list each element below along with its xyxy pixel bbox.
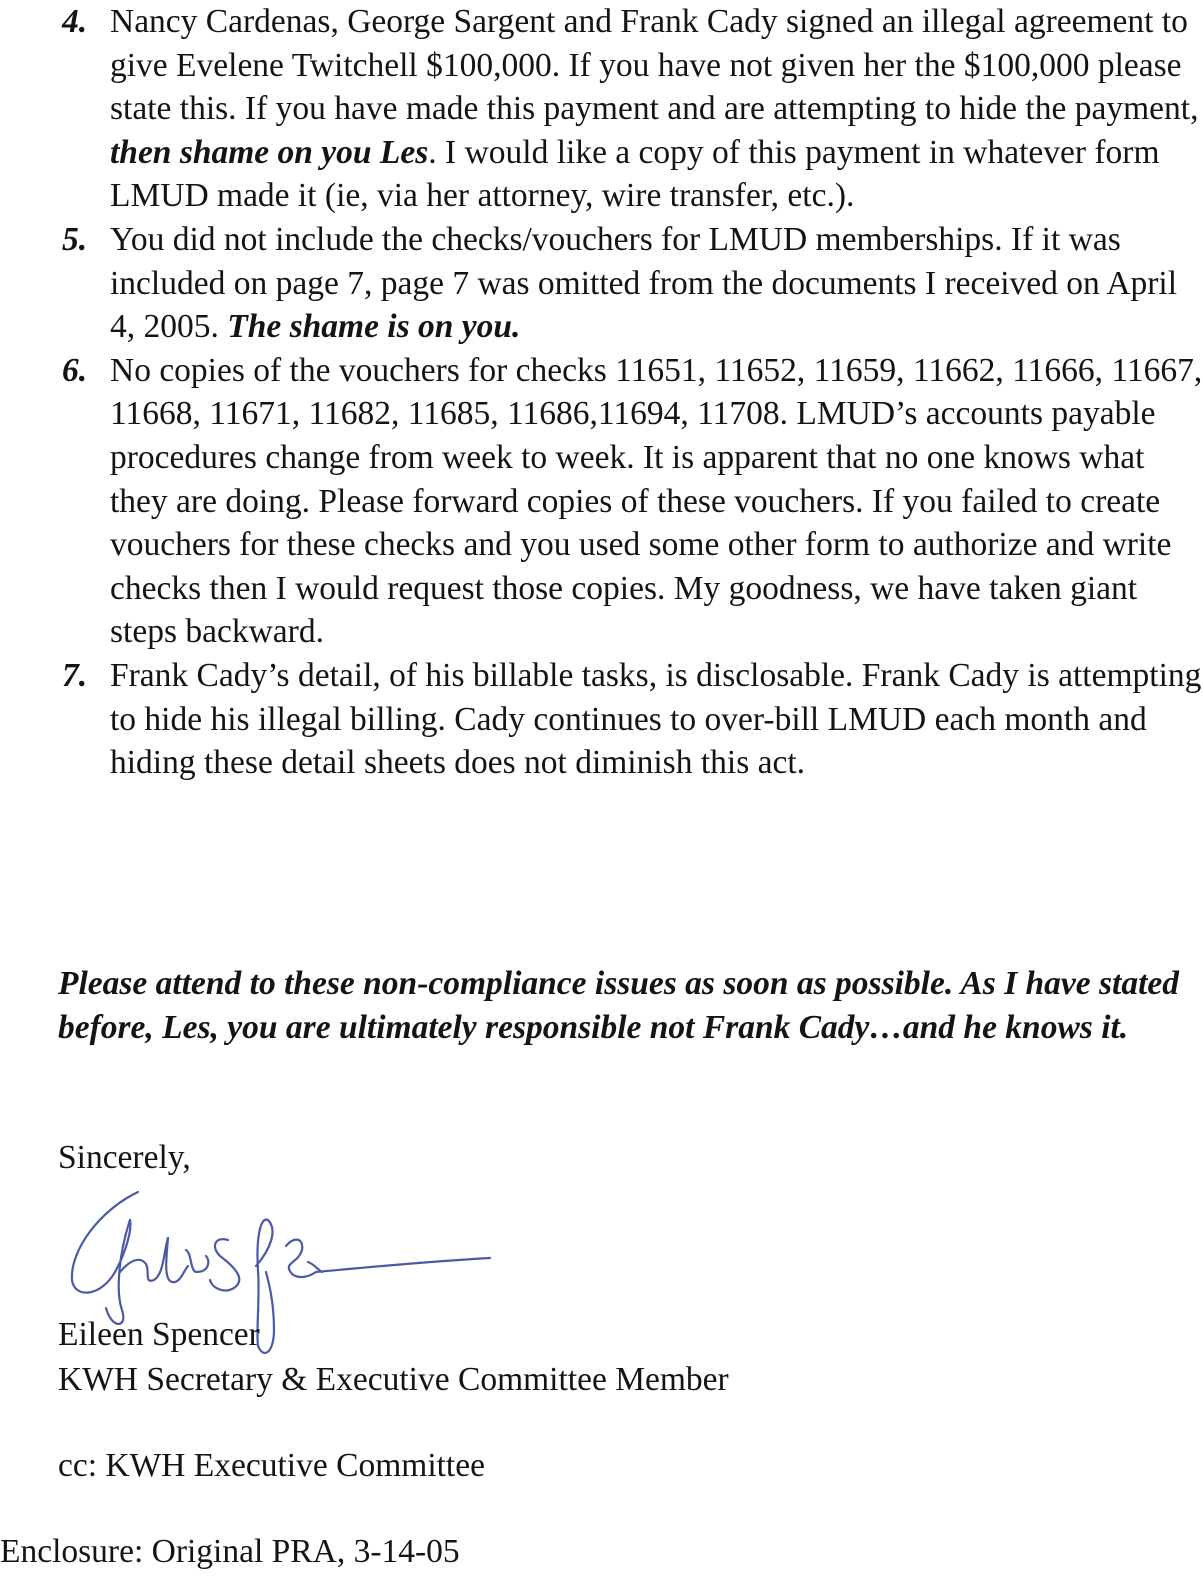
item-number: 7.: [62, 656, 88, 694]
item-number: 5.: [62, 220, 88, 258]
item-number: 6.: [62, 351, 88, 389]
list-item: [58, 218, 1203, 349]
item-emphasis: then shame on you Les: [110, 133, 429, 171]
list-item: [58, 349, 1203, 654]
salutation: Sincerely,: [58, 1139, 191, 1176]
item-emphasis: The shame is on you.: [227, 308, 521, 346]
numbered-list: [58, 0, 1203, 785]
signer-title: KWH Secretary & Executive Committee Member: [58, 1361, 729, 1398]
signer-name: Eileen Spencer: [58, 1316, 260, 1353]
cc-line: cc: KWH Executive Committee: [58, 1447, 485, 1484]
item-text: No copies of the vouchers for checks 11651, 11652, 11659, 11662, 11666, 11667, 11668, 11671, 11682, 11685, 11686,11694, 11708. LMUD’s accounts payable procedures change from week to week. It is apparent that no one knows what they are doing. Please forward copies of these vouchers. If you failed to create vouchers for these checks and you used some other form to authorize and write checks then I would request those copies. My goodness, we have taken giant steps backward.: [110, 351, 1203, 651]
enclosure-line: Enclosure: Original PRA, 3-14-05: [0, 1533, 460, 1570]
item-text: You did not include the checks/vouchers for LMUD memberships. If it was included on page 7, page 7 was omitted from the documents I received on April 4, 2005.: [110, 220, 1178, 346]
item-number: 4.: [62, 3, 88, 40]
closing-statement: Please attend to these non-compliance issues as soon as possible. As I have stated before, Les, you are ultimately responsible not Frank Cady…and he knows it.: [58, 965, 1180, 1046]
item-text-continued: . I would like a copy of this payment in whatever form LMUD made it (ie, via her attorney, wire transfer, etc.).: [110, 133, 1160, 215]
list-item: [58, 654, 1203, 785]
list-item: [58, 0, 1203, 218]
item-text: Nancy Cardenas, George Sargent and Frank Cady signed an illegal agreement to give Evelene Twitchell $100,000. If you have not given her the $100,000 please state this. If you have made this payment and are attempting to hide the payment,: [110, 3, 1199, 128]
item-text: Frank Cady’s detail, of his billable tasks, is disclosable. Frank Cady is attempting to hide his illegal billing. Cady continues to over-bill LMUD each month and hiding these detail sheets does not diminish this act.: [110, 656, 1202, 782]
